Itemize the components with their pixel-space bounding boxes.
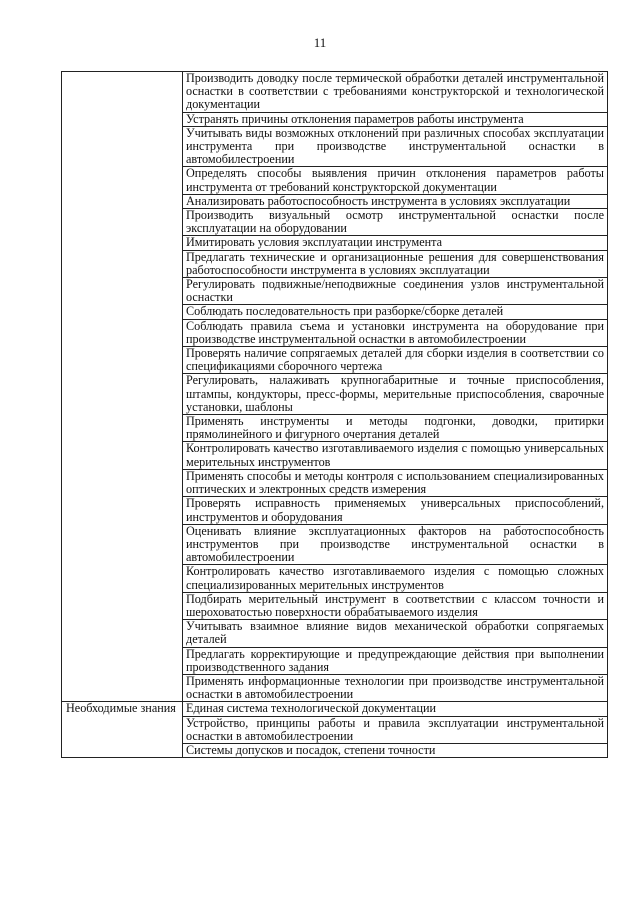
table-row [62,702,608,716]
skill-item: Проверять наличие сопрягаемых деталей для сборки изделия в соответствии со спецификациями сборочного чертежа [183,347,608,374]
skill-item: Учитывать взаимное влияние видов механической обработки сопрягаемых деталей [183,620,608,647]
skill-item: Оценивать влияние эксплуатационных факторов на работоспособность инструментов при производстве инструментальной оснастки в автомобилестроении [183,524,608,565]
skill-item: Имитировать условия эксплуатации инструмента [183,236,608,250]
skill-item: Учитывать виды возможных отклонений при различных способах эксплуатации инструмента при производстве инструментальной оснастки в автомобилестроении [183,126,608,167]
skill-item: Определять способы выявления причин отклонения параметров работы инструмента от требований конструкторской документации [183,167,608,194]
skill-item: Проверять исправность применяемых универсальных приспособлений, инструментов и оборудования [183,497,608,524]
page-number: 11 [313,35,327,50]
skill-item: Регулировать, налаживать крупногабаритные и точные приспособления, штампы, кондукторы, пресс-формы, мерительные приспособления, сварочные установки, шаблоны [183,374,608,415]
skill-item: Производить визуальный осмотр инструментальной оснастки после эксплуатации на оборудовании [183,209,608,236]
skill-item: Контролировать качество изготавливаемого изделия с помощью сложных специализированных мерительных инструментов [183,565,608,592]
skill-item: Применять инструменты и методы подгонки, доводки, притирки прямолинейного и фигурного очертания деталей [183,415,608,442]
skill-item: Контролировать качество изготавливаемого изделия с помощью универсальных мерительных инструментов [183,442,608,469]
skill-item: Применять информационные технологии при производстве инструментальной оснастки в автомобилестроении [183,674,608,701]
skill-item: Соблюдать правила съема и установки инструмента на оборудование при производстве инструментальной оснастки в автомобилестроении [183,319,608,346]
knowledge-item: Единая система технологической документации [183,702,608,716]
knowledge-item: Устройство, принципы работы и правила эксплуатации инструментальной оснастки в автомобилестроении [183,716,608,743]
labor-functions-table [61,71,608,758]
knowledge-item: Системы допусков и посадок, степени точности [183,743,608,757]
knowledge-label-cell: Необходимые знания [62,702,183,758]
skill-item: Регулировать подвижные/неподвижные соединения узлов инструментальной оснастки [183,278,608,305]
table-row [62,72,608,113]
skill-item: Подбирать мерительный инструмент в соответствии с классом точности и шероховатостью поверхности обрабатываемого изделия [183,592,608,619]
skill-item: Предлагать корректирующие и предупреждающие действия при выполнении производственного задания [183,647,608,674]
skill-item: Применять способы и методы контроля с использованием специализированных оптических и электронных средств измерения [183,469,608,496]
skill-item: Устранять причины отклонения параметров работы инструмента [183,112,608,126]
skill-item: Соблюдать последовательность при разборке/сборке деталей [183,305,608,319]
skill-item: Анализировать работоспособность инструмента в условиях эксплуатации [183,194,608,208]
skills-label-cell [62,72,183,702]
skill-item: Предлагать технические и организационные решения для совершенствования работоспособности инструмента в условиях эксплуатации [183,250,608,277]
skill-item: Производить доводку после термической обработки деталей инструментальной оснастки в соответствии с требованиями конструкторской и технологической документации [183,72,608,113]
